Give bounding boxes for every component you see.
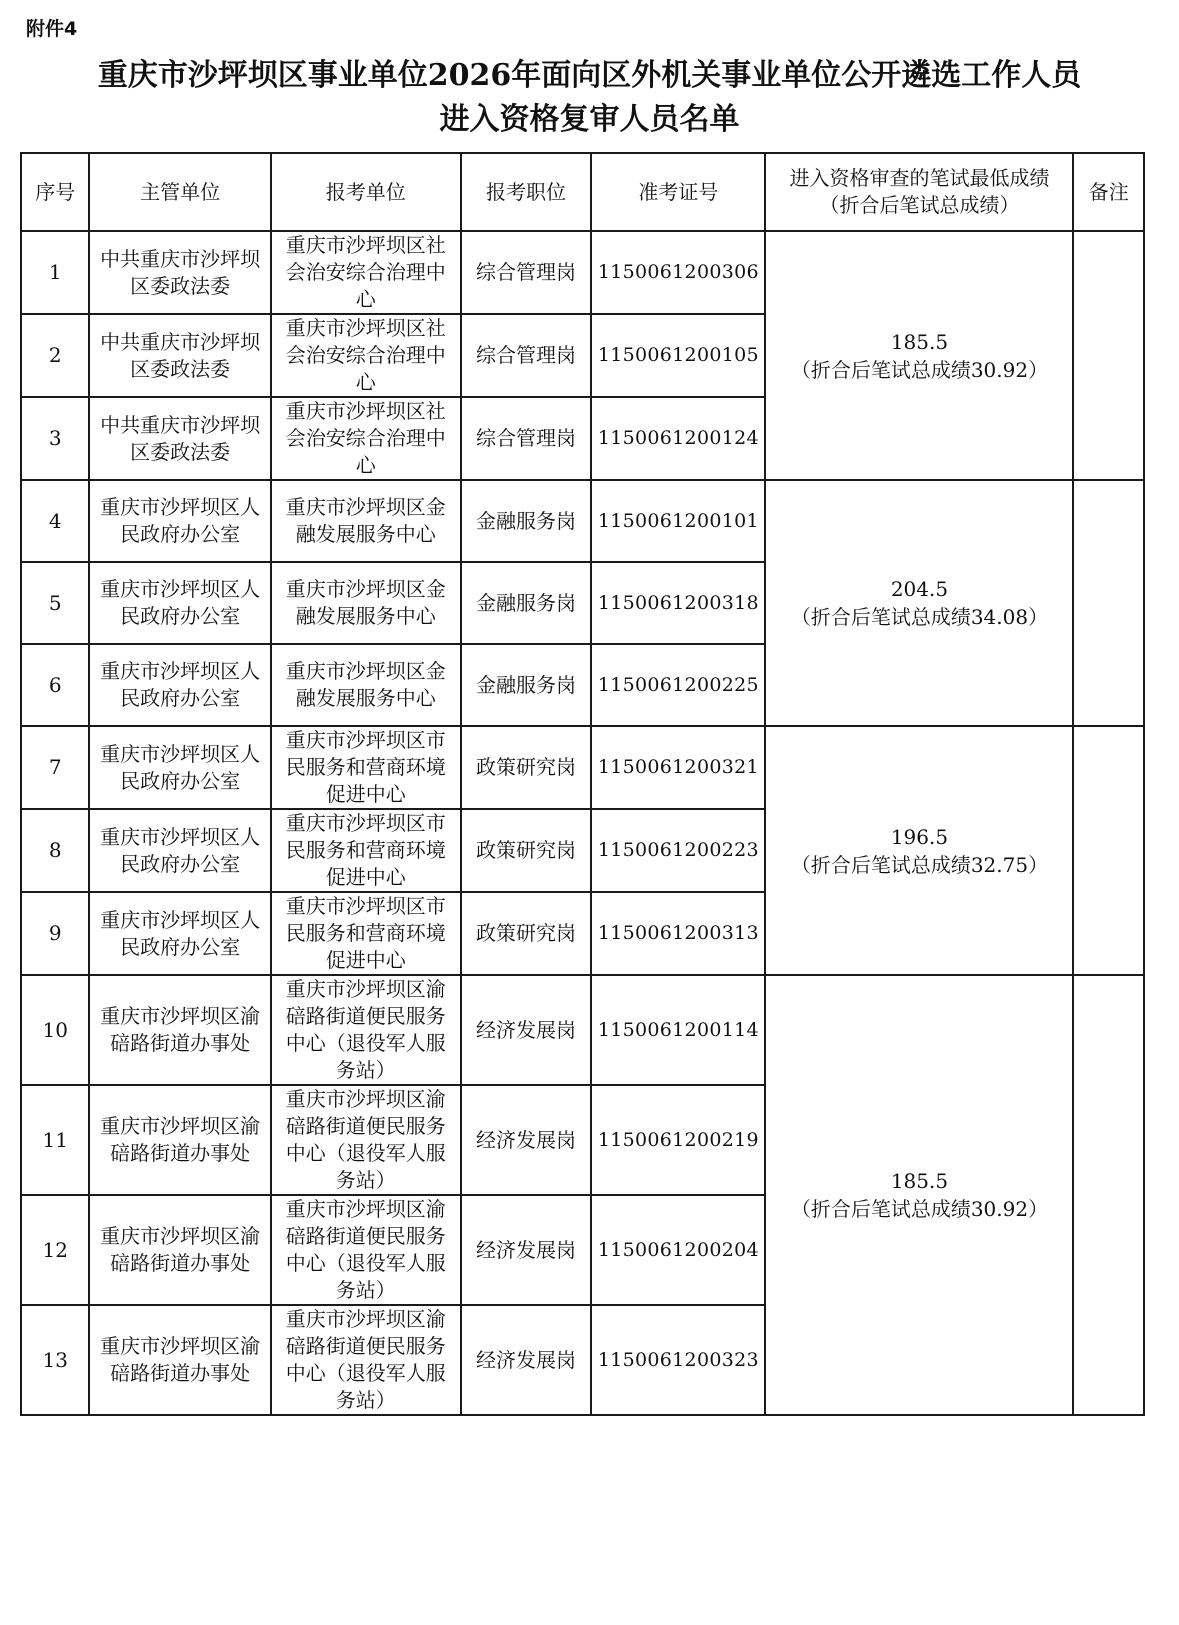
row-index: 1	[21, 231, 89, 314]
row-exam-id: 1150061200313	[591, 892, 765, 975]
remarks-cell	[1073, 726, 1144, 975]
row-position: 政策研究岗	[461, 892, 592, 975]
row-position: 综合管理岗	[461, 314, 592, 397]
page-title: 重庆市沙坪坝区事业单位2026年面向区外机关事业单位公开遴选工作人员	[97, 58, 1082, 93]
row-index: 5	[21, 562, 89, 644]
row-index: 10	[21, 975, 89, 1085]
row-index: 3	[21, 397, 89, 480]
row-position: 政策研究岗	[461, 726, 592, 809]
row-index: 6	[21, 644, 89, 726]
header-department: 主管单位	[89, 153, 270, 231]
row-position: 经济发展岗	[461, 1085, 592, 1195]
row-department: 重庆市沙坪坝区渝碚路街道办事处	[89, 1305, 270, 1415]
row-exam-id: 1150061200124	[591, 397, 765, 480]
table-row	[21, 231, 1144, 314]
row-department: 重庆市沙坪坝区人民政府办公室	[89, 644, 270, 726]
row-exam-id: 1150061200114	[591, 975, 765, 1085]
row-position: 政策研究岗	[461, 809, 592, 892]
row-unit: 重庆市沙坪坝区市民服务和营商环境促进中心	[271, 809, 461, 892]
row-department: 中共重庆市沙坪坝区委政法委	[89, 231, 270, 314]
table-body	[21, 231, 1144, 1415]
row-unit: 重庆市沙坪坝区渝碚路街道便民服务中心（退役军人服务站）	[271, 975, 461, 1085]
min-score-cell	[765, 975, 1073, 1415]
min-score-value: 185.5	[890, 1169, 949, 1193]
row-department: 中共重庆市沙坪坝区委政法委	[89, 397, 270, 480]
row-index: 13	[21, 1305, 89, 1415]
row-exam-id: 1150061200105	[591, 314, 765, 397]
row-department: 重庆市沙坪坝区人民政府办公室	[89, 480, 270, 562]
row-unit: 重庆市沙坪坝区市民服务和营商环境促进中心	[271, 892, 461, 975]
min-score-value: 196.5	[890, 824, 949, 849]
row-exam-id: 1150061200204	[591, 1195, 765, 1305]
min-score-value: 185.5	[890, 329, 949, 354]
row-position: 金融服务岗	[461, 480, 592, 562]
row-index: 2	[21, 314, 89, 397]
min-score-cell	[765, 726, 1073, 975]
row-index: 12	[21, 1195, 89, 1305]
row-index: 11	[21, 1085, 89, 1195]
row-position: 经济发展岗	[461, 975, 592, 1085]
row-position: 金融服务岗	[461, 644, 592, 726]
header-min-score-line1: 进入资格审查的笔试最低成绩	[789, 166, 1050, 190]
row-exam-id: 1150061200101	[591, 480, 765, 562]
header-exam-id: 准考证号	[591, 153, 765, 231]
table-row	[21, 480, 1144, 562]
row-index: 4	[21, 480, 89, 562]
min-score-converted: （折合后笔试总成绩30.92）	[790, 357, 1049, 382]
row-department: 重庆市沙坪坝区渝碚路街道办事处	[89, 975, 270, 1085]
row-exam-id: 1150061200225	[591, 644, 765, 726]
attachment-label: 附件4	[26, 18, 78, 40]
row-index: 8	[21, 809, 89, 892]
header-unit: 报考单位	[271, 153, 461, 231]
min-score-converted: （折合后笔试总成绩30.92）	[790, 1197, 1049, 1221]
remarks-cell	[1073, 480, 1144, 726]
row-unit: 重庆市沙坪坝区渝碚路街道便民服务中心（退役军人服务站）	[271, 1195, 461, 1305]
row-department: 中共重庆市沙坪坝区委政法委	[89, 314, 270, 397]
row-position: 经济发展岗	[461, 1305, 592, 1415]
row-exam-id: 1150061200318	[591, 562, 765, 644]
row-unit: 重庆市沙坪坝区社会治安综合治理中心	[271, 397, 461, 480]
header-min-score	[765, 153, 1073, 231]
row-department: 重庆市沙坪坝区渝碚路街道办事处	[89, 1085, 270, 1195]
remarks-cell	[1073, 975, 1144, 1415]
row-unit: 重庆市沙坪坝区渝碚路街道便民服务中心（退役军人服务站）	[271, 1085, 461, 1195]
row-index: 7	[21, 726, 89, 809]
page-subtitle: 进入资格复审人员名单	[439, 102, 740, 137]
table-header-row	[21, 153, 1144, 231]
min-score-cell	[765, 231, 1073, 480]
row-position: 综合管理岗	[461, 231, 592, 314]
row-unit: 重庆市沙坪坝区社会治安综合治理中心	[271, 231, 461, 314]
header-position: 报考职位	[461, 153, 592, 231]
min-score-converted: （折合后笔试总成绩32.75）	[790, 852, 1049, 877]
row-department: 重庆市沙坪坝区人民政府办公室	[89, 892, 270, 975]
row-exam-id: 1150061200323	[591, 1305, 765, 1415]
row-unit: 重庆市沙坪坝区市民服务和营商环境促进中心	[271, 726, 461, 809]
row-unit: 重庆市沙坪坝区社会治安综合治理中心	[271, 314, 461, 397]
row-department: 重庆市沙坪坝区人民政府办公室	[89, 562, 270, 644]
header-remarks: 备注	[1073, 153, 1144, 231]
row-position: 金融服务岗	[461, 562, 592, 644]
row-exam-id: 1150061200219	[591, 1085, 765, 1195]
row-unit: 重庆市沙坪坝区金融发展服务中心	[271, 644, 461, 726]
row-unit: 重庆市沙坪坝区金融发展服务中心	[271, 562, 461, 644]
row-department: 重庆市沙坪坝区人民政府办公室	[89, 726, 270, 809]
header-index: 序号	[21, 153, 89, 231]
row-unit: 重庆市沙坪坝区金融发展服务中心	[271, 480, 461, 562]
row-index: 9	[21, 892, 89, 975]
min-score-converted: （折合后笔试总成绩34.08）	[790, 605, 1049, 629]
table-row	[21, 975, 1144, 1085]
row-unit: 重庆市沙坪坝区渝碚路街道便民服务中心（退役军人服务站）	[271, 1305, 461, 1415]
table-row	[21, 726, 1144, 809]
row-department: 重庆市沙坪坝区渝碚路街道办事处	[89, 1195, 270, 1305]
row-exam-id: 1150061200306	[591, 231, 765, 314]
min-score-cell	[765, 480, 1073, 726]
remarks-cell	[1073, 231, 1144, 480]
row-position: 综合管理岗	[461, 397, 592, 480]
row-position: 经济发展岗	[461, 1195, 592, 1305]
row-exam-id: 1150061200223	[591, 809, 765, 892]
header-min-score-line2: （折合后笔试总成绩）	[819, 193, 1020, 217]
row-exam-id: 1150061200321	[591, 726, 765, 809]
candidate-table	[20, 152, 1145, 1416]
min-score-value: 204.5	[890, 577, 949, 601]
row-department: 重庆市沙坪坝区人民政府办公室	[89, 809, 270, 892]
